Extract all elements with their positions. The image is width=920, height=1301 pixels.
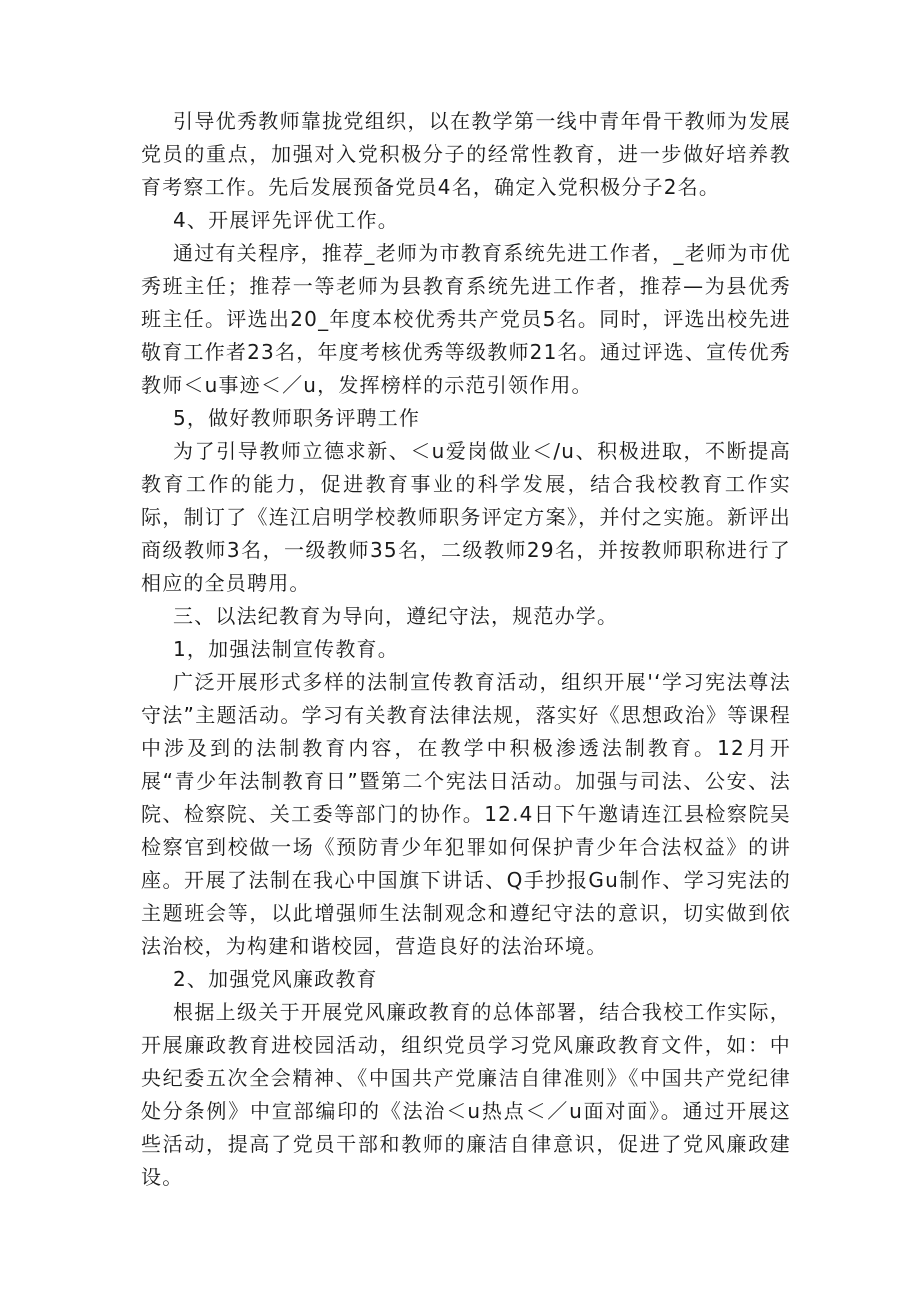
paragraph-title-evaluation: 为了引导教师立德求新、＜u爱岗做业＜/u、积极进取，不断提高教育工作的能力，促进教育事业的科学发展，结合我校教育工作实际，制订了《连江启明学校教师职务评定方案》，并付之实施。新评出商级教师3名，一级教师35名，二级教师29名，并按教师职称进行了相应的全员聘用。 <box>141 439 791 595</box>
heading-legal-education: 1，加强法制宣传教育。 <box>173 637 399 661</box>
heading-awards: 4、开展评先评优工作。 <box>173 208 399 232</box>
document-body <box>141 105 791 1194</box>
paragraph-integrity-education: 根据上级关于开展党风廉政教育的总体部署，结合我校工作实际，开展廉政教育进校园活动，组织党员学习党风廉政教育文件，如：中央纪委五次全会精神、《中国共产党廉洁自律准则》《中国共产党纪律处分条例》中宣部编印的《法治＜u热点＜／u面对面》。通过开展这些活动，提高了党员干部和教师的廉洁自律意识，促进了党风廉政建设。 <box>141 1000 791 1189</box>
paragraph-party-development: 引导优秀教师靠拢党组织，以在教学第一线中青年骨干教师为发展党员的重点，加强对入党积极分子的经常性教育，进一步做好培养教育考察工作。先后发展预备党员4名，确定入党积极分子2名。 <box>141 109 791 199</box>
paragraph-awards: 通过有关程序，推荐_老师为市教育系统先进工作者，_老师为市优秀班主任；推荐一等老师为县教育系统先进工作者，推荐—为县优秀班主任。评选出20_年度本校优秀共产党员5名。同时，评选出校先进敬育工作者23名，年度考核优秀等级教师21名。通过评选、宣传优秀教师＜u事迹＜／u，发挥榜样的示范引领作用。 <box>141 241 791 397</box>
heading-title-evaluation: 5，做好教师职务评聘工作 <box>173 406 421 430</box>
paragraph-legal-education: 广泛开展形式多样的法制宣传教育活动，组织开展'‘学习宪法尊法守法”主题活动。学习有关教育法律法规，落实好《思想政治》等课程中涉及到的法制教育内容，在教学中积极渗透法制教育。12月开展“青少年法制教育日”暨第二个宪法日活动。加强与司法、公安、法院、检察院、关工委等部门的协作。12.4日下午邀请连江县检察院吴检察官到校做一场《预防青少年犯罪如何保护青少年合法权益》的讲座。开展了法制在我心中国旗下讲话、Q手抄报Gu制作、学习宪法的主题班会等，以此增强师生法制观念和遵纪守法的意识，切实做到依法治校，为构建和谐校园，营造良好的法治环境。 <box>141 670 791 958</box>
heading-section-three: 三、以法纪教育为导向，遵纪守法，规范办学。 <box>173 604 619 628</box>
heading-integrity-education: 2、加强党风廉政教育 <box>173 967 378 991</box>
